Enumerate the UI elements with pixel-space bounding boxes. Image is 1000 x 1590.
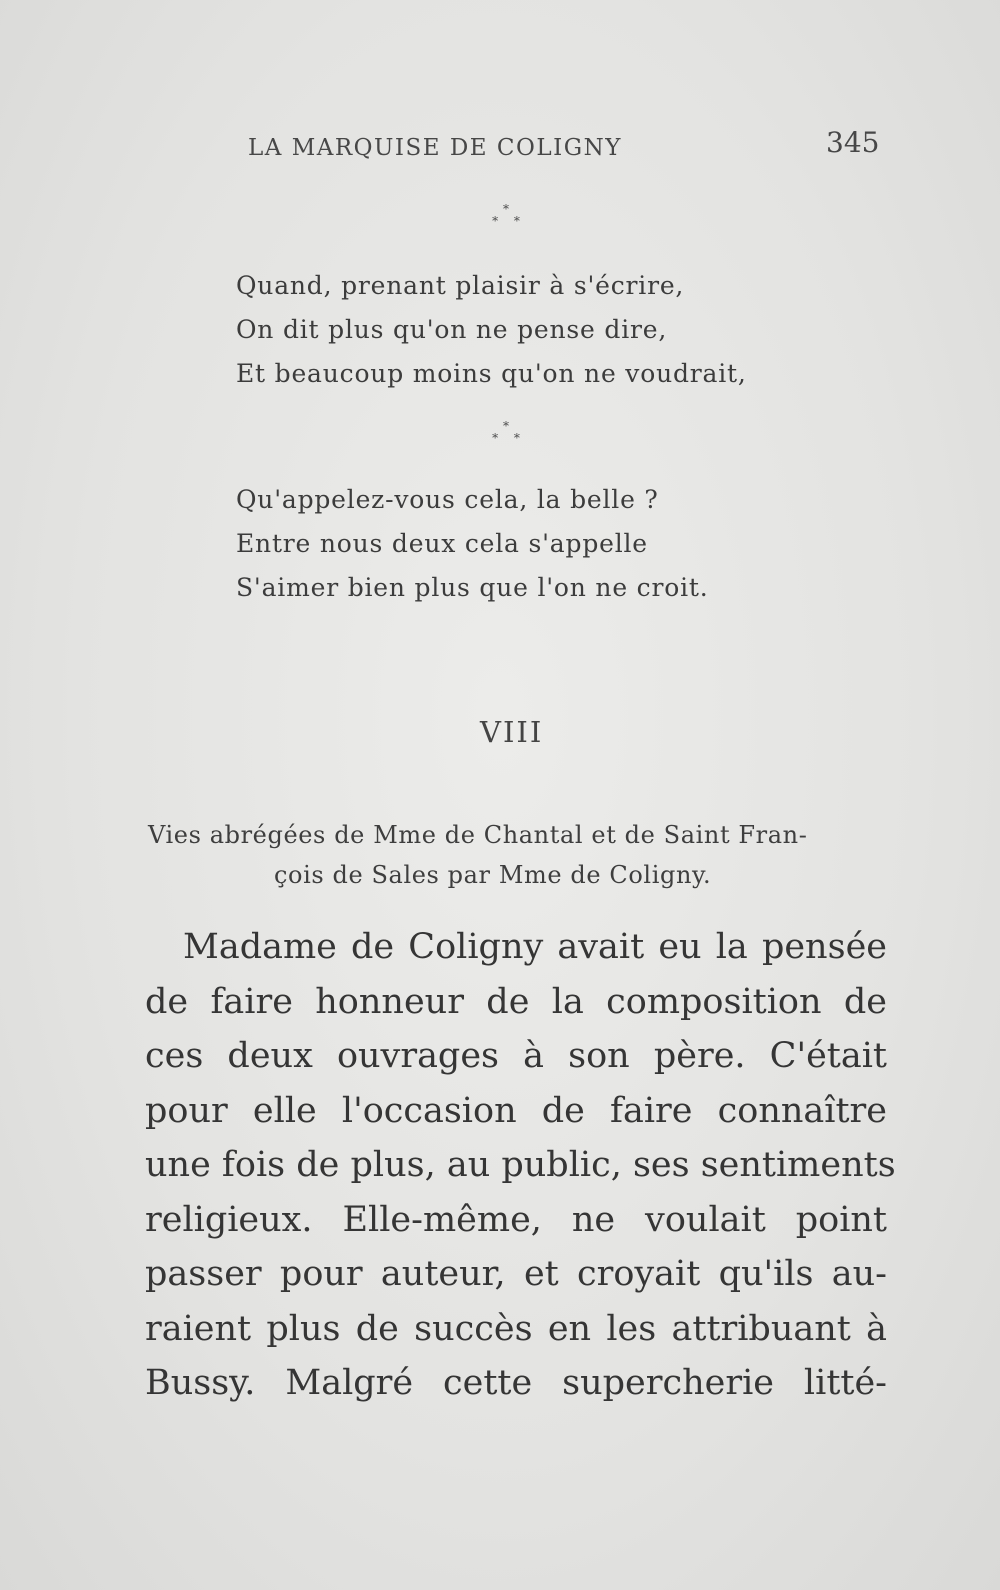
verse-stanza-1 (236, 264, 747, 396)
running-title: LA MARQUISE DE COLIGNY (248, 135, 622, 161)
body-line: Madame de Coligny avait eu la pensée (183, 927, 887, 967)
body-line: Bussy. Malgré cette supercherie litté- (145, 1363, 887, 1403)
body-line: passer pour auteur, et croyait qu'ils au- (145, 1254, 887, 1294)
section-summary (148, 815, 888, 895)
asterism-ornament (486, 203, 526, 227)
verse-line: Qu'appelez-vous cela, la belle ? (236, 485, 659, 514)
summary-line: Vies abrégées de Mme de Chantal et de Saint Fran- (148, 821, 808, 849)
body-line: raient plus de succès en les attribuant à (145, 1308, 887, 1349)
verse-line: On dit plus qu'on ne pense dire, (236, 315, 668, 344)
section-number: VIII (480, 715, 544, 749)
verse-line: Entre nous deux cela s'appelle (236, 529, 648, 558)
verse-line: S'aimer bien plus que l'on ne croit. (236, 573, 709, 602)
asterism-bottom: * * (492, 431, 526, 445)
asterism-ornament (486, 420, 526, 444)
asterism-bottom: * * (492, 214, 526, 228)
body-line: ces deux ouvrages à son père. C'était (145, 1036, 887, 1076)
verse-line: Quand, prenant plaisir à s'écrire, (236, 271, 685, 300)
verse-stanza-2 (236, 478, 708, 610)
body-paragraph (145, 920, 896, 1411)
asterism-top: * (503, 419, 509, 433)
page-number: 345 (826, 126, 880, 159)
summary-line: çois de Sales par Mme de Coligny. (274, 861, 712, 889)
body-line: une fois de plus, au public, ses sentiments (145, 1145, 896, 1185)
asterism-top: * (503, 202, 509, 216)
body-line: religieux. Elle-même, ne voulait point (145, 1199, 887, 1240)
body-line: de faire honneur de la composition de (145, 981, 887, 1022)
body-line: pour elle l'occasion de faire connaître (145, 1090, 887, 1131)
verse-line: Et beaucoup moins qu'on ne voudrait, (236, 359, 747, 388)
